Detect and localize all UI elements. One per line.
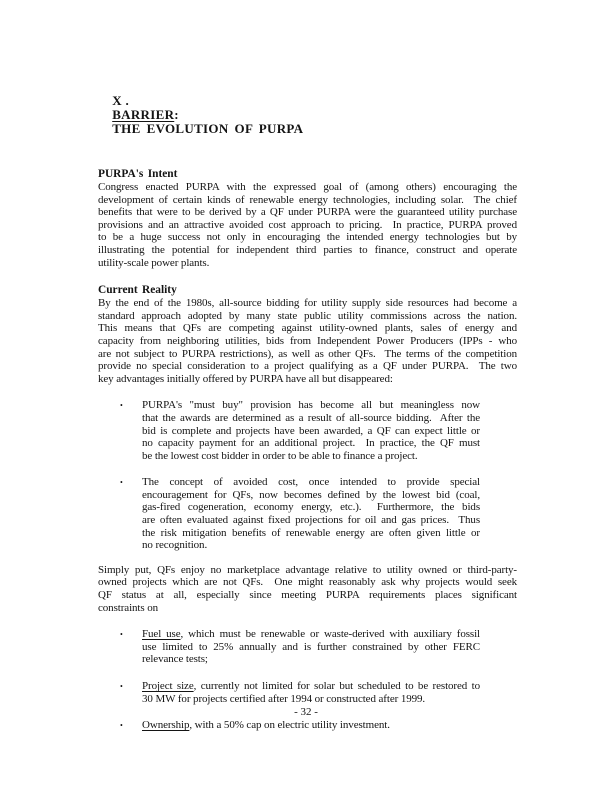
text-line: PURPA's "must buy" provision has become all but meaningless now xyxy=(142,399,480,412)
bullet-text xyxy=(142,628,480,666)
title-text: THE EVOLUTION OF PURPA xyxy=(112,121,304,136)
underlined-term: Ownership xyxy=(142,719,190,732)
text-line xyxy=(142,628,480,641)
bullet-icon: • xyxy=(120,478,123,488)
text-line: illustrating the potential for independent third parties to finance, construct and operate xyxy=(98,243,517,256)
text-line: utility-scale power plants. xyxy=(98,256,210,269)
text-line: are often evaluated against fixed projections for oil and gas prices. Thus xyxy=(142,514,480,527)
title-colon: : xyxy=(174,107,179,122)
bullet-item xyxy=(98,680,517,705)
text-line: Congress enacted PURPA with the expressed goal of (among others) encouraging the xyxy=(98,181,517,193)
text-line: no capacity payment for an additional project. In practice, the QF must xyxy=(142,437,480,450)
text-line: constraints on xyxy=(98,601,159,614)
text-line: key advantages initially offered by PURPA have all but disappeared: xyxy=(98,372,393,385)
text-line: 30 MW for projects certified after 1994 or constructed after 1999. xyxy=(142,692,426,705)
page-number: - 32 - xyxy=(294,706,318,718)
underlined-term: Project size xyxy=(142,680,194,692)
text-line: be the lowest cost bidder in order to be able to finance a project. xyxy=(142,449,418,462)
bullet-text xyxy=(142,680,480,705)
bullet-item xyxy=(98,399,517,462)
bullet-icon: • xyxy=(120,682,123,691)
underlined-term: Fuel use xyxy=(142,628,181,641)
term-line-rest: , which must be renewable or waste-derived with auxiliary fossil xyxy=(180,628,481,641)
text-line: development of certain kinds of renewable energy technologies, including solar. The chief xyxy=(98,193,517,206)
text-line: relevance tests; xyxy=(142,653,208,666)
bullet-text xyxy=(142,476,480,552)
paragraph xyxy=(98,564,517,614)
text-line: benefits that were to be derived by a QF under PURPA were the guaranteed utility purchase xyxy=(98,206,517,219)
section-heading: PURPA's Intent xyxy=(98,168,178,180)
bullet-icon: • xyxy=(120,721,123,731)
text-line: the risk mitigation benefits of renewable energy are often given little or xyxy=(142,526,480,539)
text-line: to be a huge success not only in encouraging the intended energy technologies but by xyxy=(98,231,517,244)
bullet-item xyxy=(98,476,517,552)
bullet-text xyxy=(142,719,480,733)
text-line: provide no special consideration to a project qualifying as a QF under PURPA. The two xyxy=(98,360,517,373)
text-line xyxy=(142,719,480,732)
bullet-text xyxy=(142,399,480,462)
text-line: use limited to 25% annually and is further constrained by other FERC xyxy=(142,640,480,653)
section-title xyxy=(98,80,517,150)
barrier-keyword: BARRIER xyxy=(112,107,175,122)
text-line: capacity from neighboring utilities, bids from Independent Power Producers (IPPs - who xyxy=(98,334,517,347)
text-line: standard approach adopted by many state public utility commissions across the nation. xyxy=(98,309,517,322)
text-line: Simply put, QFs enjoy no marketplace advantage relative to utility owned or third-party- xyxy=(98,563,517,576)
bullet-icon: • xyxy=(120,401,123,411)
bullet-item xyxy=(98,628,517,666)
document-body xyxy=(98,168,517,733)
text-line: The concept of avoided cost, once intended to provide special xyxy=(142,476,480,489)
text-line: provisions and an attractive avoided cost approach to pricing. In practice, PURPA proved xyxy=(98,218,517,231)
term-line-rest: , currently not limited for solar but scheduled to be restored to xyxy=(193,680,480,692)
text-line: are not subject to PURPA restrictions), as well as other QFs. The terms of the competition xyxy=(98,347,517,360)
text-line: no recognition. xyxy=(142,539,208,552)
text-line: QF status at all, especially since meeting PURPA requirements places significant xyxy=(98,589,517,602)
bullet-item xyxy=(98,719,517,733)
term-line-rest: , with a 50% cap on electric utility investment. xyxy=(189,719,390,732)
section-number: X . xyxy=(112,93,129,108)
bullet-icon: • xyxy=(120,630,123,640)
text-line: gas-fired cogeneration, economy energy, etc.). Furthermore, the bids xyxy=(142,501,480,514)
paragraph xyxy=(98,181,517,269)
text-line: that the awards are determined as a result of all-source bidding. After the xyxy=(142,411,480,424)
text-line: encouragement for QFs, now becomes defined by the lowest bid (coal, xyxy=(142,488,480,501)
paragraph xyxy=(98,297,517,385)
text-line xyxy=(142,680,480,693)
text-line: owned projects which are not QFs. One might reasonably ask why projects would seek xyxy=(98,576,517,589)
text-line: bid is complete and projects have been awarded, a QF can expect little or xyxy=(142,424,480,437)
text-line: This means that QFs are competing against utility-owned plants, sales of energy and xyxy=(98,322,517,335)
text-line: By the end of the 1980s, all-source bidding for utility supply side resources had become a xyxy=(98,297,517,310)
section-heading: Current Reality xyxy=(98,284,177,297)
